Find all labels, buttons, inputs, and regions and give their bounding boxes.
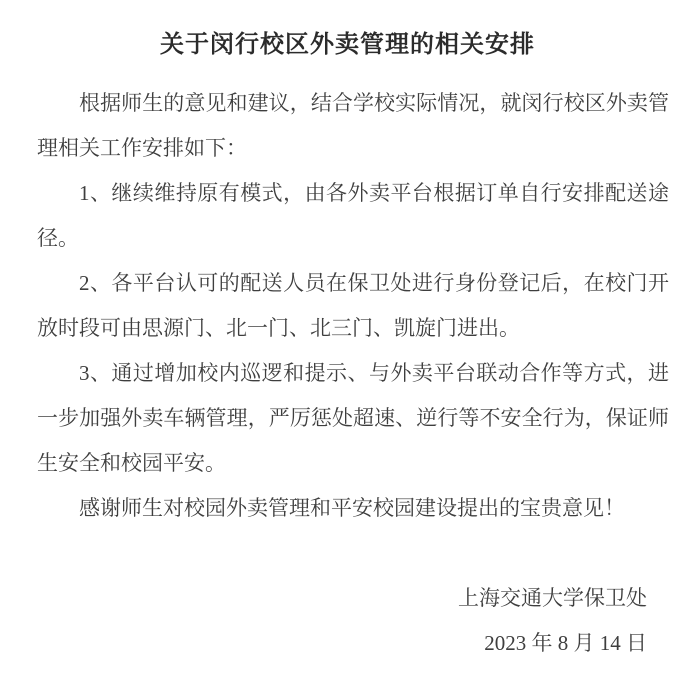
paragraph-item-1: 1、继续维持原有模式，由各外卖平台根据订单自行安排配送途径。 — [37, 181, 669, 250]
signature-line: 上海交通大学保卫处 — [458, 586, 647, 610]
paragraph-intro: 根据师生的意见和建议，结合学校实际情况，就闵行校区外卖管理相关工作安排如下： — [37, 91, 669, 160]
notice-title: 关于闵行校区外卖管理的相关安排 — [160, 31, 535, 58]
date-line: 2023 年 8 月 14 日 — [484, 631, 647, 655]
paragraph-item-3: 3、通过增加校内巡逻和提示、与外卖平台联动合作等方式，进一步加强外卖车辆管理，严厉惩处超速、逆行等不安全行为，保证师生安全和校园平安。 — [37, 361, 669, 475]
paragraph-item-2: 2、各平台认可的配送人员在保卫处进行身份登记后，在校门开放时段可由思源门、北一门、北三门、凯旋门进出。 — [37, 271, 669, 340]
paragraph-thanks: 感谢师生对校园外卖管理和平安校园建设提出的宝贵意见！ — [79, 496, 625, 520]
notice-body — [37, 81, 669, 666]
